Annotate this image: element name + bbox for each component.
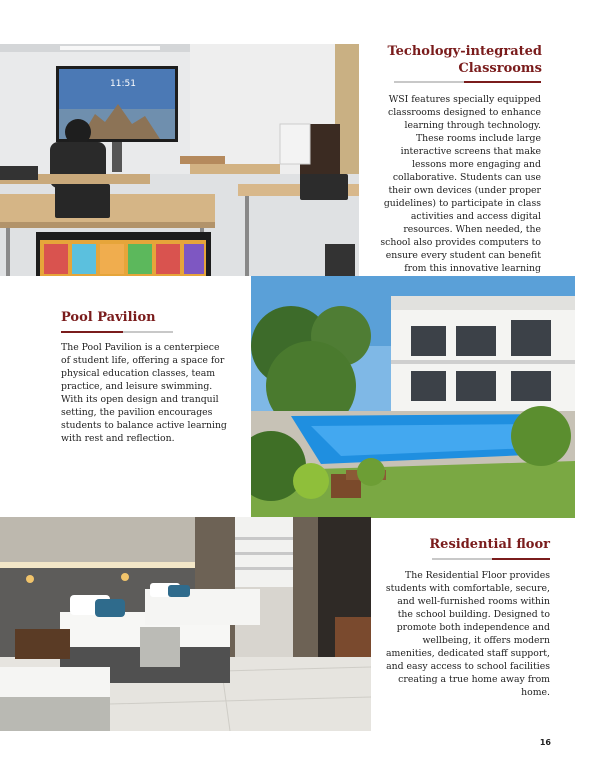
page-number: 16 xyxy=(539,738,551,747)
residential-heading: Residential floor xyxy=(429,537,550,552)
pool-heading: Pool Pavilion xyxy=(61,310,156,325)
classrooms-heading xyxy=(342,43,542,77)
classrooms-heading-rule xyxy=(394,81,541,83)
screen-time-text: 11:51 xyxy=(110,79,136,89)
pool-heading-rule xyxy=(61,331,173,333)
classroom-photo xyxy=(0,44,359,276)
classrooms-heading-line2: Classrooms xyxy=(458,61,542,76)
residential-heading-rule xyxy=(432,558,550,560)
pool-photo xyxy=(251,276,575,518)
residential-body: The Residential Floor provides students with comfortable, secure, and well-furnished rooms within the school building. Designed to promote both independence and wellbeing, it offers modern amenities, dedicated staff support, and easy access to school facilities creating a true home away from home. xyxy=(385,570,550,698)
residential-photo xyxy=(0,517,371,731)
classrooms-heading-line1: Techology-integrated xyxy=(387,44,542,59)
pool-body: The Pool Pavilion is a centerpiece of student life, offering a space for physical education classes, team practice, and leisure swimming. With its open design and tranquil setting, the pavilion encourages students to balance active learning with rest and reflection. xyxy=(61,342,227,444)
classrooms-body: WSI features specially equipped classrooms designed to enhance learning through technology. These rooms include large interactive screens that make lessons more engaging and collaborative. Students can use their own devices (under proper guidelines) to participate in class activities and access digital resources. When needed, the school also provides computers to ensure every student can benefit from this innovative learning xyxy=(380,94,541,274)
